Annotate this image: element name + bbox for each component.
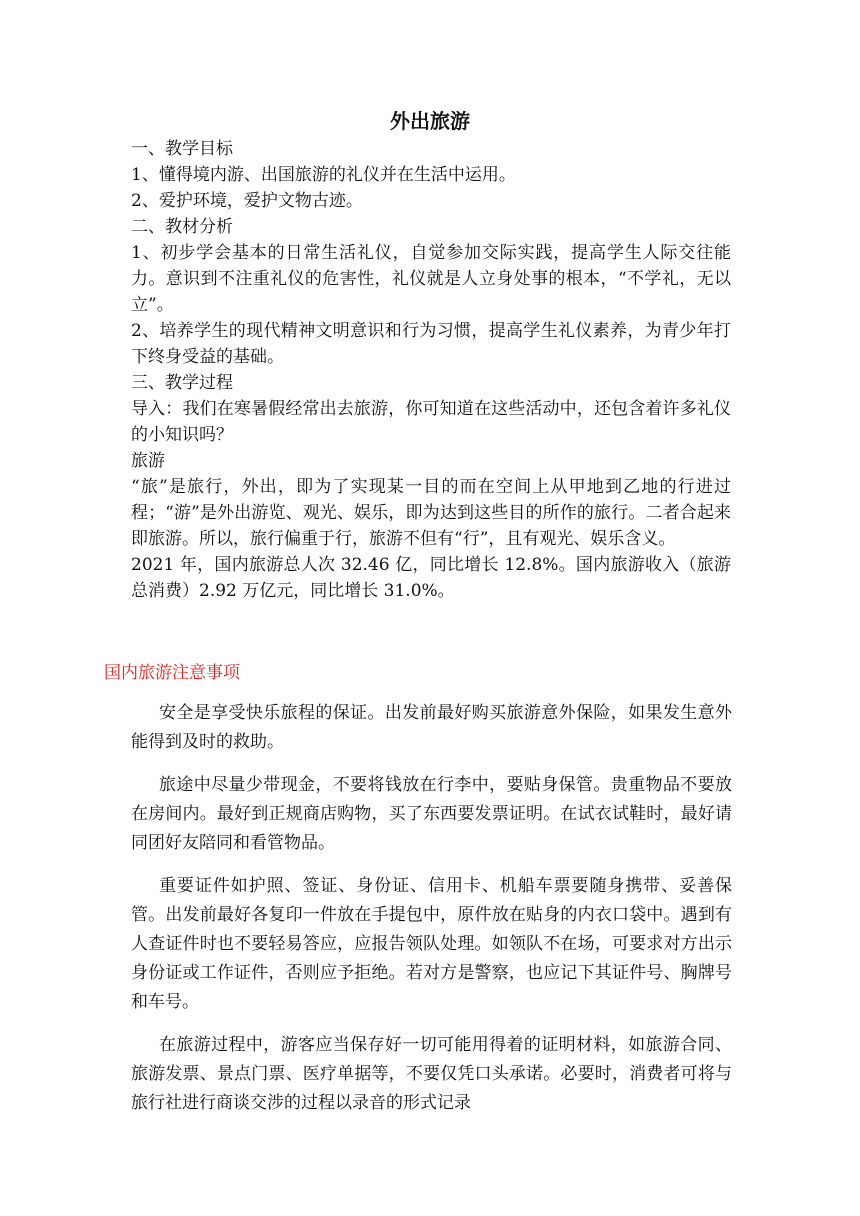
paragraph-evidence: 在旅游过程中，游客应当保存好一切可能用得着的证明材料，如旅游合同、旅游发票、景点门票、医疗单据等，不要仅凭口头承诺。必要时，消费者可将与旅行社进行商谈交涉的过程以录音的形式记录	[131, 1035, 732, 1113]
domestic-travel-section	[104, 660, 732, 1132]
objective-1: 1、懂得境内游、出国旅游的礼仪并在生活中运用。	[131, 165, 516, 185]
paragraph-cash: 旅途中尽量少带现金，不要将钱放在行李中，要贴身保管。贵重物品不要放在房间内。最好到正规商店购物，买了东西要发票证明。在试衣试鞋时，最好请同团好友陪同和看管物品。	[131, 775, 732, 853]
analysis-2: 2、培养学生的现代精神文明意识和行为习惯，提高学生礼仪素养，为青少年打下终身受益的基础。	[131, 321, 731, 367]
travel-definition: “旅”是旅行，外出，即为了实现某一目的而在空间上从甲地到乙地的行进过程；“游”是外出游览、观光、娱乐，即为达到这些目的所作的旅行。二者合起来即旅游。所以，旅行偏重于行，旅游不但有“行”，且有观光、娱乐含义。	[131, 477, 731, 549]
page-title: 外出旅游	[390, 109, 470, 133]
lesson-plan-body	[131, 136, 731, 604]
introduction: 导入：我们在寒暑假经常出去旅游，你可知道在这些活动中，还包含着许多礼仪的小知识吗？	[131, 399, 731, 445]
travel-statistics: 2021 年，国内旅游总人次 32.46 亿，同比增长 12.8%。国内旅游收入（旅游总消费）2.92 万亿元，同比增长 31.0%。	[131, 555, 731, 601]
paragraph-documents: 重要证件如护照、签证、身份证、信用卡、机船车票要随身携带、妥善保管。出发前最好各复印一件放在手提包中，原件放在贴身的内衣口袋中。遇到有人查证件时也不要轻易答应，应报告领队处理。如领队不在场，可要求对方出示身份证或工作证件，否则应予拒绝。若对方是警察，也应记下其证件号、胸牌号和车号。	[131, 876, 732, 1012]
paragraph-safety: 安全是享受快乐旅程的保证。出发前最好购买旅游意外保险，如果发生意外能得到及时的救助。	[131, 703, 732, 752]
analysis-1: 1、初步学会基本的日常生活礼仪，自觉参加交际实践，提高学生人际交往能力。意识到不注重礼仪的危害性，礼仪就是人立身处事的根本，“不学礼，无以立”。	[131, 243, 731, 315]
heading-material-analysis: 二、教材分析	[131, 217, 233, 237]
heading-objectives: 一、教学目标	[131, 139, 233, 159]
subheading-travel: 旅游	[131, 451, 165, 471]
heading-teaching-process: 三、教学过程	[131, 373, 233, 393]
objective-2: 2、爱护环境，爱护文物古迹。	[131, 191, 363, 211]
section-heading: 国内旅游注意事项	[104, 663, 240, 683]
